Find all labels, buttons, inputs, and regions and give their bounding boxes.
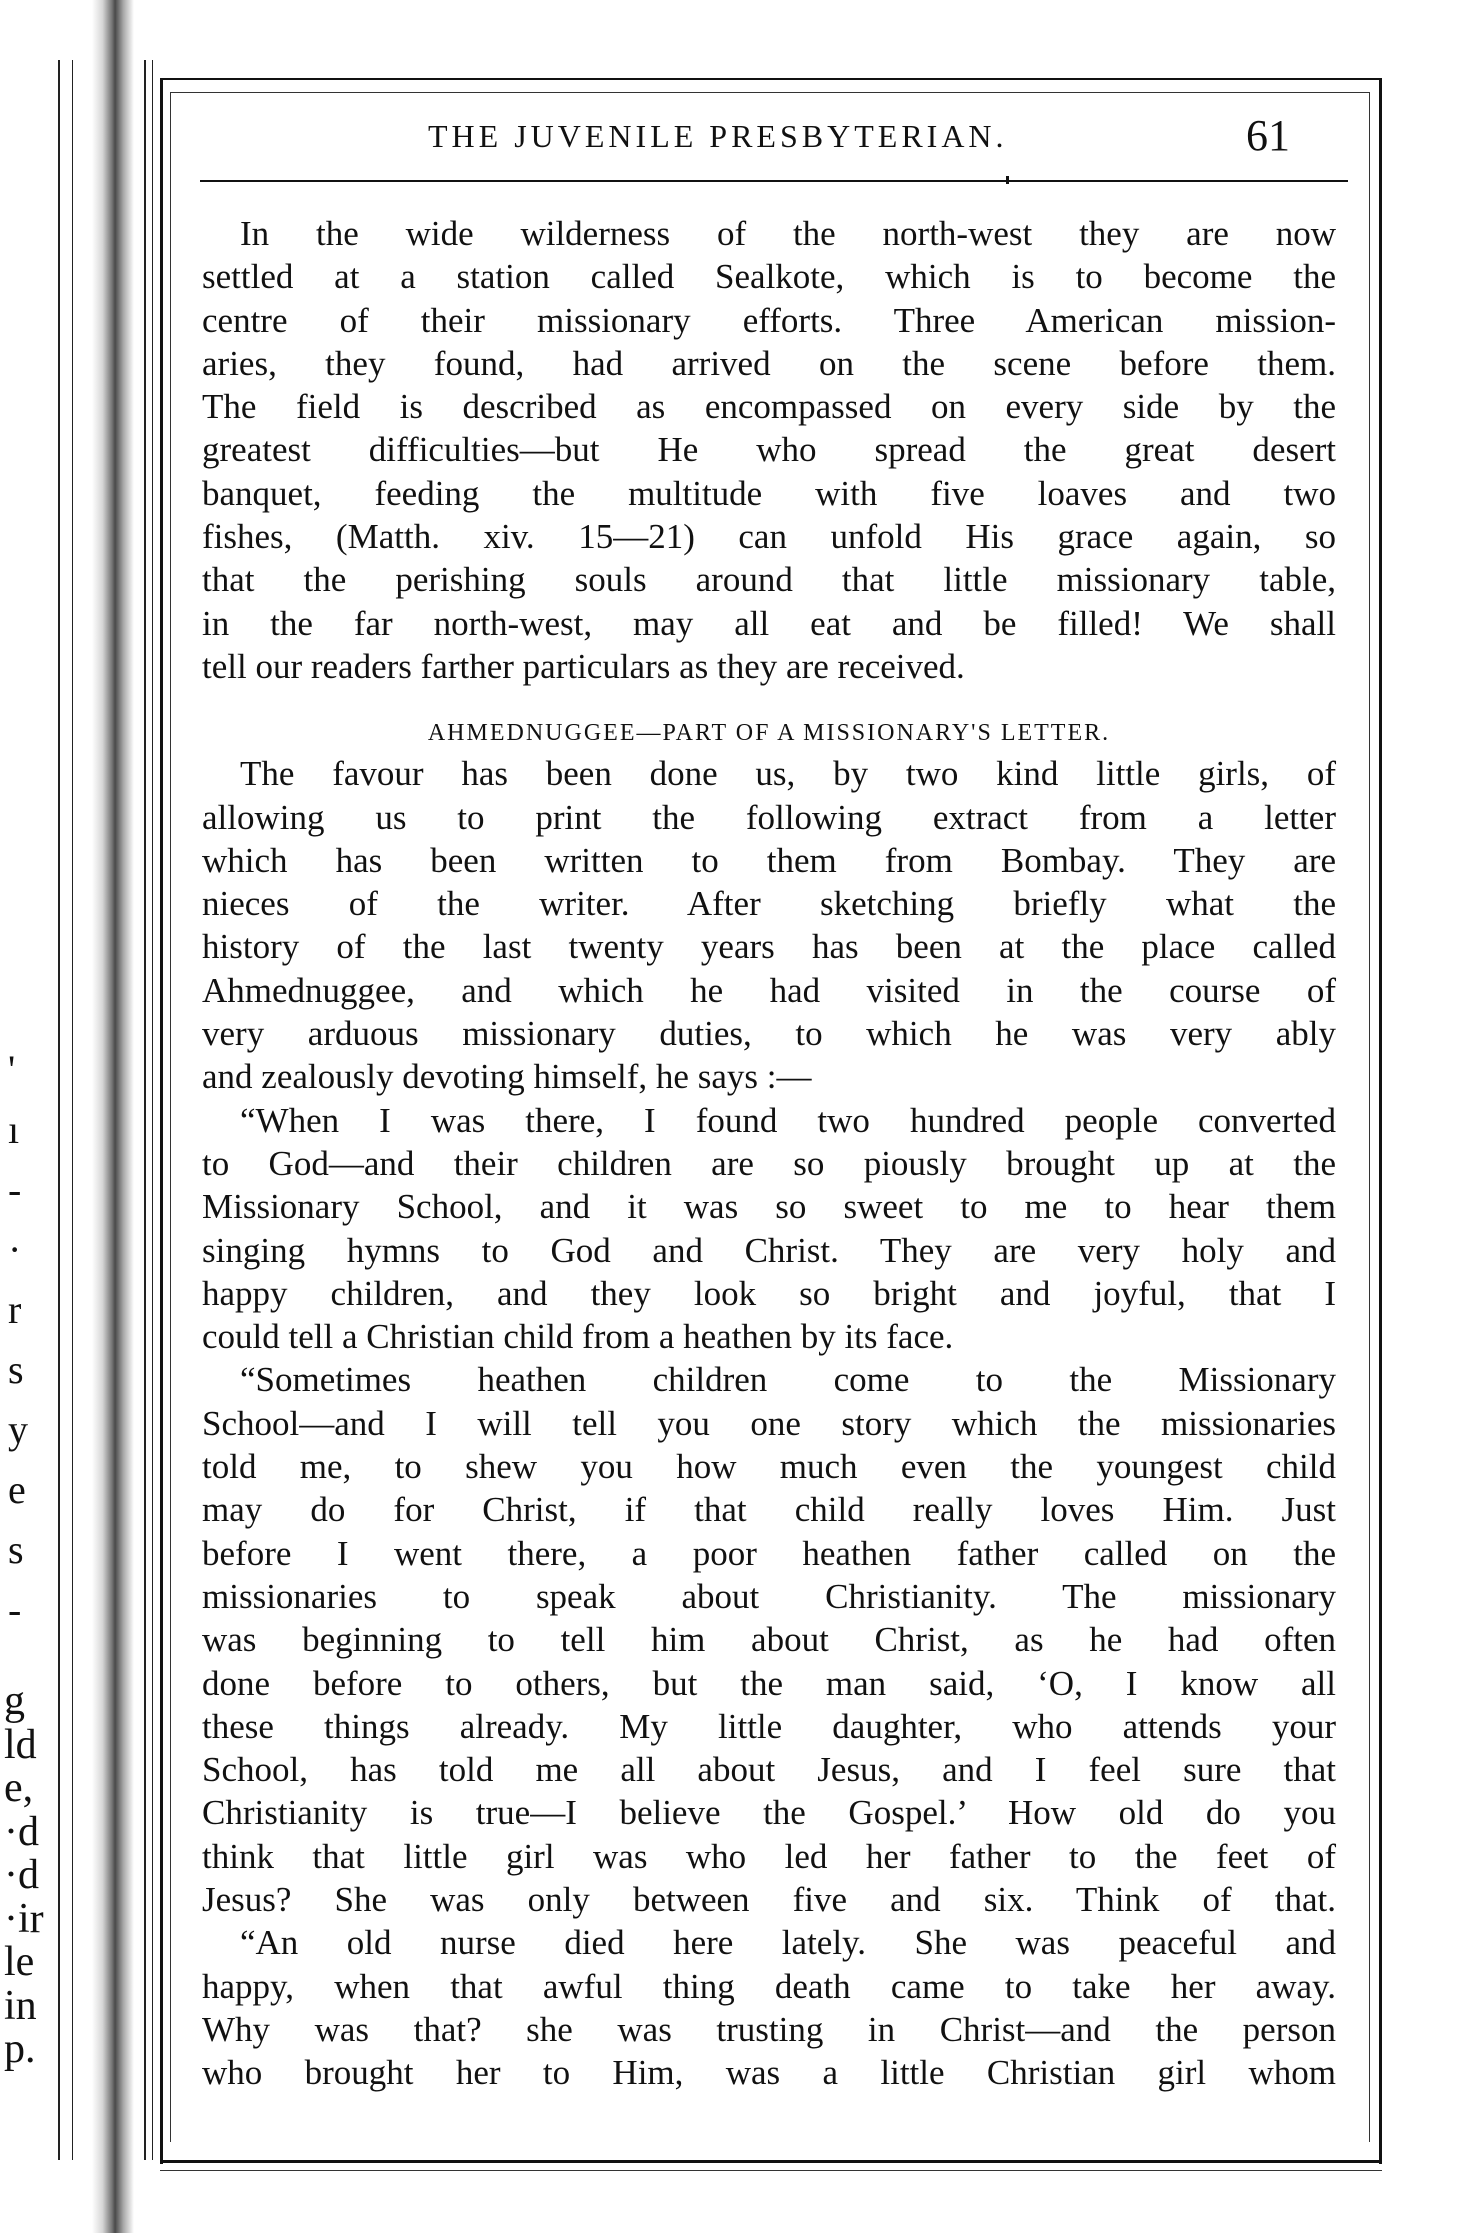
text-line: Ahmednuggee, and which he had visited in the course of <box>202 970 1336 1010</box>
text-line: In the wide wilderness of the north-west they are now <box>240 214 1336 253</box>
previous-page-mark: ' <box>8 1047 16 1092</box>
text-line: centre of their missionary efforts. Three American mission- <box>202 300 1336 340</box>
running-title: THE JUVENILE PRESBYTERIAN. <box>428 118 1008 154</box>
text-line: nieces of the writer. After sketching briefly what the <box>202 884 1336 924</box>
previous-page-fragment: g <box>4 1678 25 1724</box>
text-line: that the perishing souls around that little missionary table, <box>202 560 1336 600</box>
header-rule <box>200 180 1348 182</box>
text-line: and zealously devoting himself, he says :— <box>202 1057 812 1097</box>
previous-page-mark: e <box>8 1467 26 1512</box>
text-line: who brought her to Him, was a little Christian girl whom <box>202 2053 1336 2093</box>
previous-page-fragment: ld <box>4 1721 37 1768</box>
section-heading: AHMEDNUGGEE—PART OF A MISSIONARY'S LETTER. <box>427 720 1111 747</box>
text-line: settled at a station called Sealkote, which is to become the <box>202 257 1336 297</box>
binding-shadow <box>92 0 134 2233</box>
text-line: School, has told me all about Jesus, and I feel sure that <box>202 1750 1336 1790</box>
article-body <box>202 212 1336 2094</box>
previous-page-fragment: ·ir <box>4 1895 44 1942</box>
previous-page-mark: - <box>8 1167 22 1212</box>
paragraph-missionary-station <box>202 212 1336 688</box>
text-line: very arduous missionary duties, to which he was very ably <box>202 1014 1336 1054</box>
text-line: Missionary School, and it was so sweet to me to hear them <box>202 1187 1336 1227</box>
text-line: missionaries to speak about Christianity. The missionary <box>202 1576 1336 1616</box>
previous-page-fragment: p. <box>4 2026 36 2072</box>
text-line: The favour has been done us, by two kind little girls, of <box>240 754 1336 794</box>
previous-page-fragment: ·d <box>4 1808 39 1855</box>
text-line: banquet, feeding the multitude with five loaves and two <box>202 473 1336 513</box>
text-line: think that little girl was who led her father to the feet of <box>202 1836 1336 1876</box>
text-line: singing hymns to God and Christ. They are very holy and <box>202 1230 1336 1270</box>
previous-page-mark: s <box>8 1347 24 1392</box>
bottom-rule <box>160 2160 1382 2163</box>
text-line: done before to others, but the man said, ‘O, I know all <box>202 1663 1336 1703</box>
text-line: fishes, (Matth. xiv. 15—21) can unfold His grace again, so <box>202 517 1336 557</box>
previous-page-fragment: in <box>4 1982 37 2029</box>
text-line: happy, when that awful thing death came to take her away. <box>202 1966 1336 2006</box>
text-line: Christianity is true—I believe the Gospel.’ How old do you <box>202 1793 1336 1833</box>
text-line: The field is described as encompassed on every side by the <box>202 387 1336 427</box>
previous-page-mark: r <box>8 1287 22 1332</box>
paragraph-introduction <box>202 752 1336 1098</box>
text-line: allowing us to print the following extract from a letter <box>202 797 1336 837</box>
paragraph-letter-nurse <box>202 1921 1336 2094</box>
previous-page-fragment: ·d <box>4 1852 39 1898</box>
text-line: School—and I will tell you one story which the missionaries <box>202 1403 1336 1443</box>
text-line: told me, to shew you how much even the youngest child <box>202 1447 1336 1487</box>
previous-page-mark: s <box>8 1527 24 1572</box>
previous-page-fragments <box>4 1680 84 2072</box>
text-line: Jesus? She was only between five and six. Think of that. <box>202 1879 1336 1919</box>
paragraph-letter-story <box>202 1358 1336 1921</box>
text-line: happy children, and they look so bright and joyful, that I <box>202 1273 1336 1313</box>
page-number: 61 <box>1246 111 1290 160</box>
text-line: Why was that? she was trusting in Christ—and the person <box>202 2009 1336 2049</box>
text-line: was beginning to tell him about Christ, as he had often <box>202 1620 1336 1660</box>
previous-page-fragment: le <box>4 1939 35 1985</box>
previous-page-mark: y <box>8 1407 28 1452</box>
binding-gutter <box>0 0 160 2233</box>
text-line: history of the last twenty years has been at the place called <box>202 927 1336 967</box>
bottom-rule-thin <box>160 2170 1382 2171</box>
previous-page-mark: · <box>8 1227 22 1272</box>
text-line: “Sometimes heathen children come to the Missionary <box>240 1360 1336 1400</box>
text-line: tell our readers farther particulars as they are received. <box>202 646 965 686</box>
gutter-rule <box>144 60 146 2160</box>
text-line: before I went there, a poor heathen father called on the <box>202 1533 1336 1573</box>
previous-page-mark: - <box>8 1587 22 1632</box>
text-line: “When I was there, I found two hundred people converted <box>240 1100 1336 1140</box>
previous-page-marks <box>8 1040 48 1640</box>
text-line: which has been written to them from Bombay. They are <box>202 840 1336 880</box>
text-line: greatest difficulties—but He who spread the great desert <box>202 430 1336 470</box>
text-line: these things already. My little daughter, who attends your <box>202 1706 1336 1746</box>
text-line: “An old nurse died here lately. She was peaceful and <box>240 1923 1336 1963</box>
header-rule-tick <box>1006 176 1009 184</box>
previous-page-mark: ı <box>8 1107 20 1152</box>
text-line: to God—and their children are so piously brought up at the <box>202 1143 1336 1183</box>
previous-page-fragment: e, <box>4 1765 34 1811</box>
gutter-rule <box>152 60 153 2160</box>
text-line: may do for Christ, if that child really loves Him. Just <box>202 1490 1336 1530</box>
text-line: in the far north-west, may all eat and be filled! We shall <box>202 603 1336 643</box>
paragraph-letter-converts <box>202 1099 1336 1359</box>
text-line: aries, they found, had arrived on the scene before them. <box>202 343 1336 383</box>
text-line: could tell a Christian child from a heathen by its face. <box>202 1317 954 1357</box>
